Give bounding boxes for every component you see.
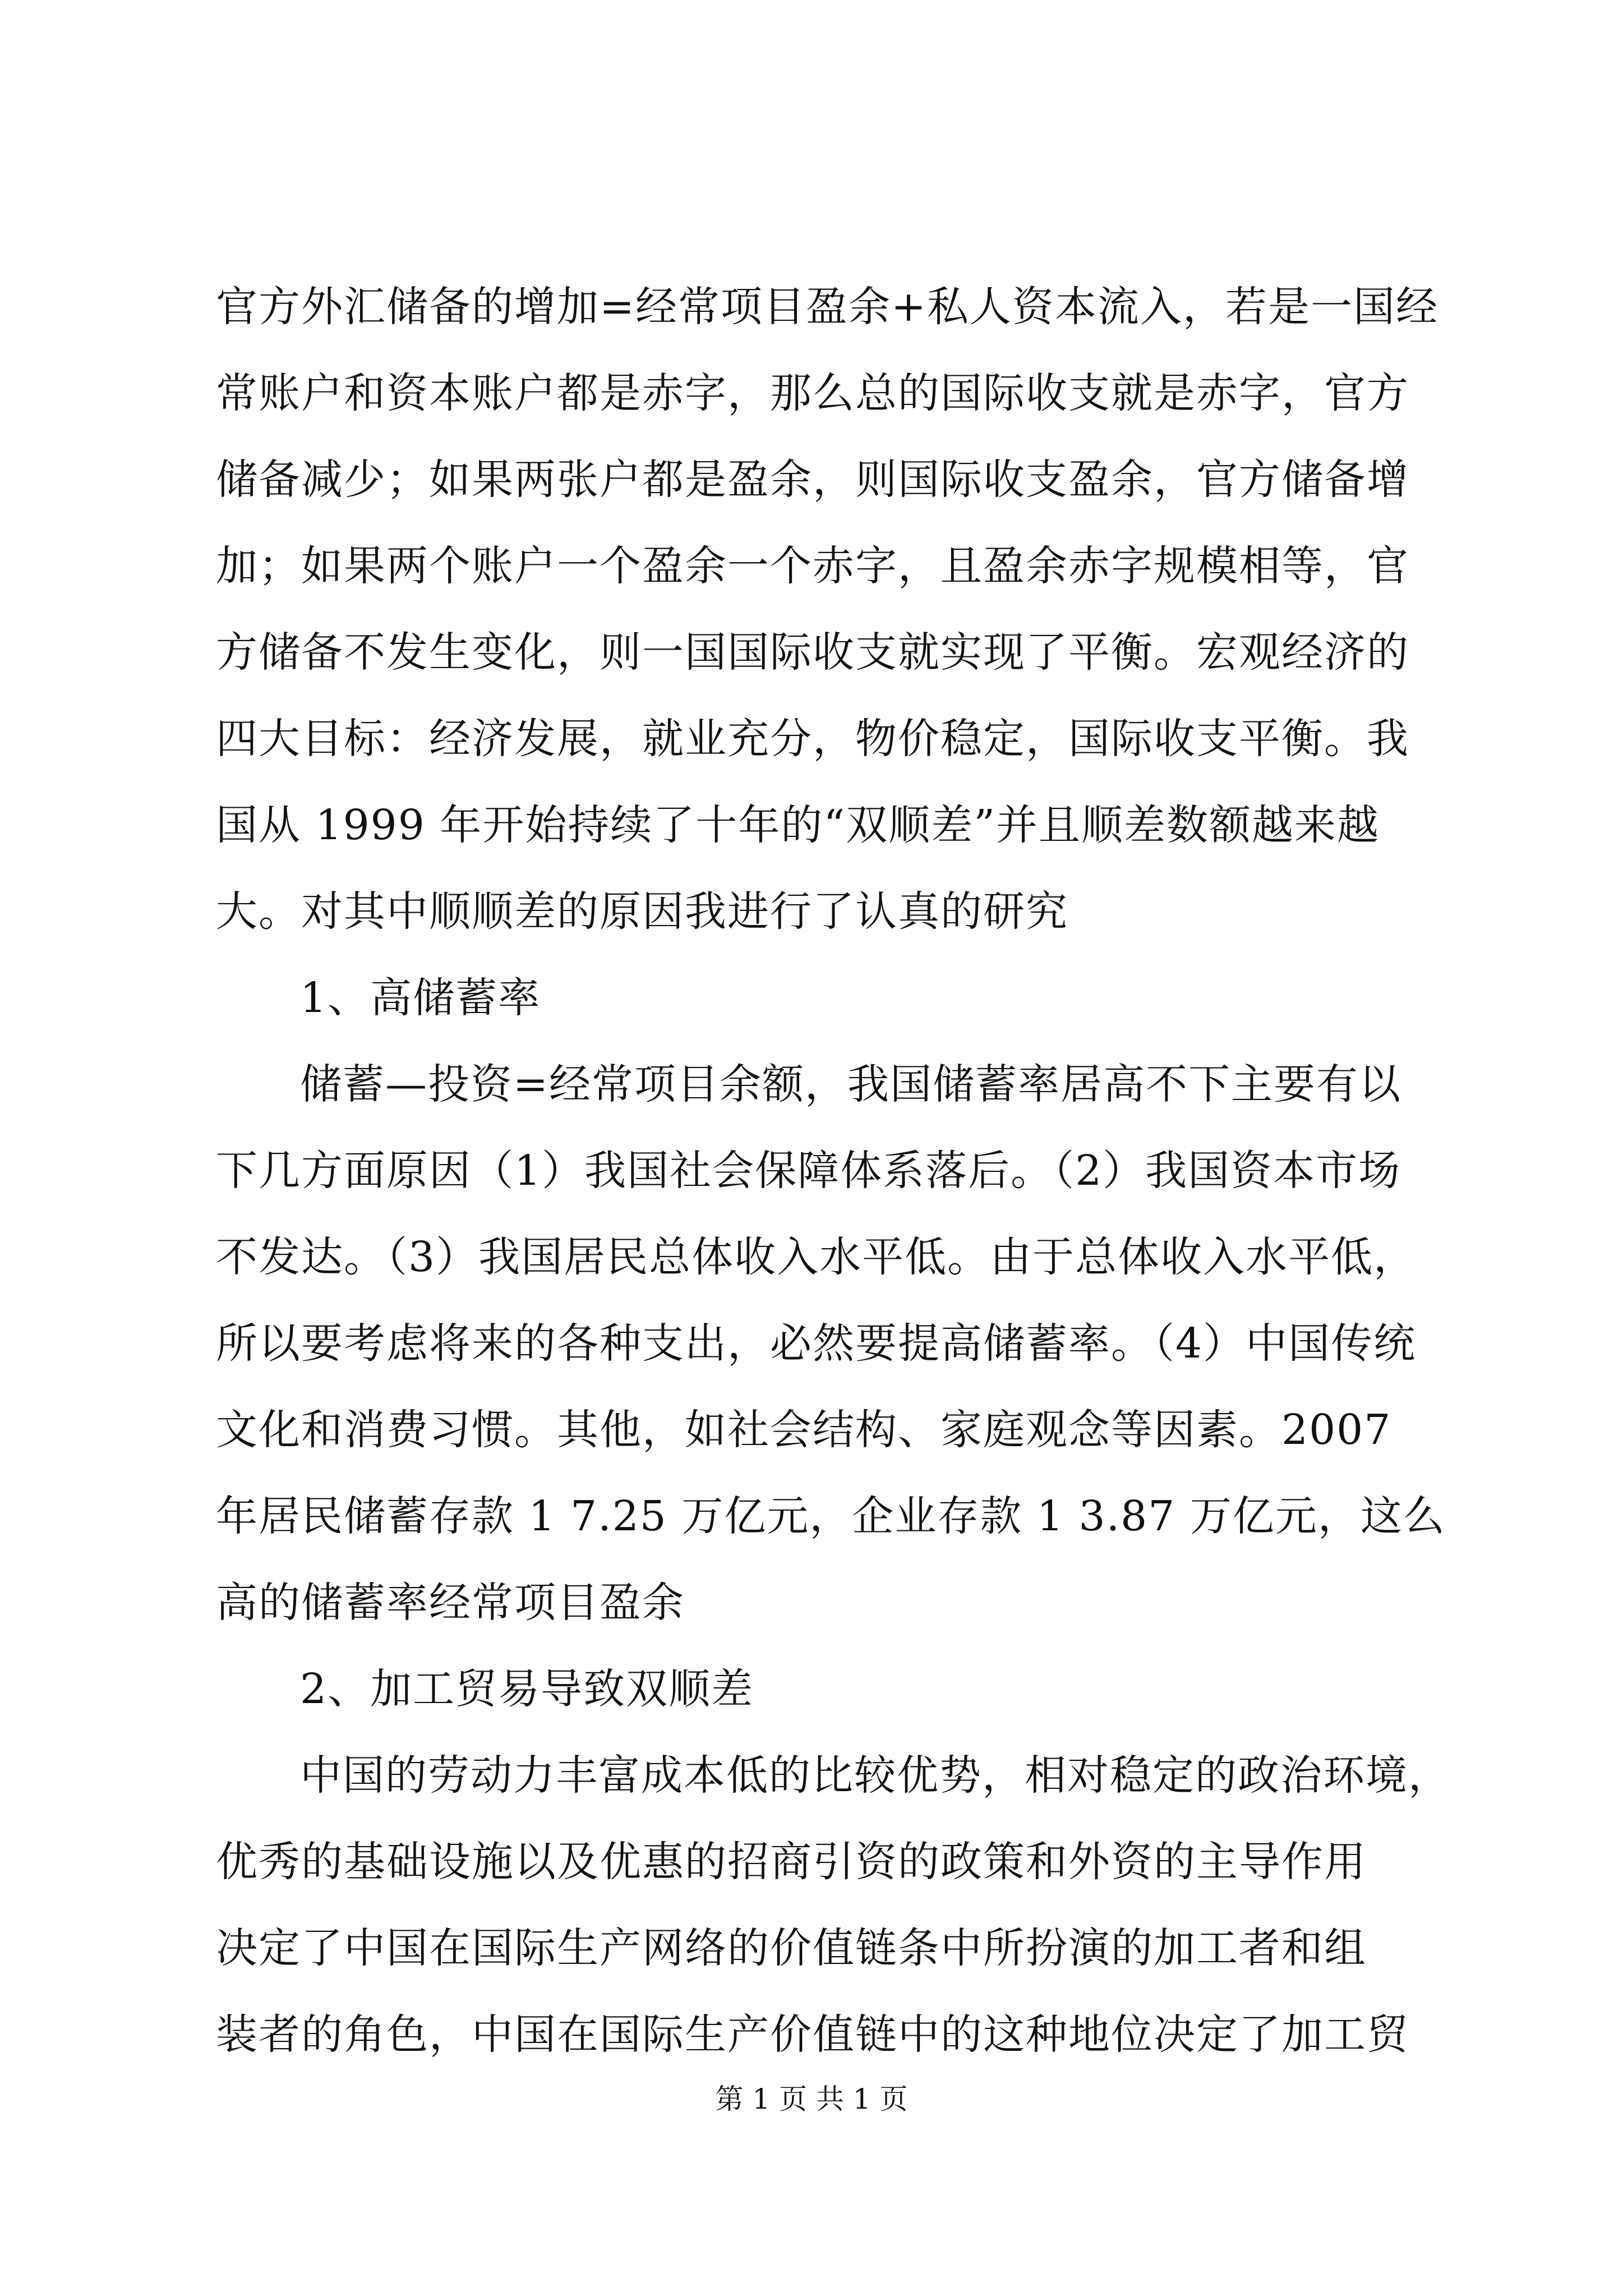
text-line: 常账户和资本账户都是赤字，那么总的国际收支就是赤字，官方: [216, 369, 1409, 417]
text-line: 方储备不发生变化，则一国国际收支就实现了平衡。宏观经济的: [216, 628, 1409, 677]
text-line: 四大目标：经济发展，就业充分，物价稳定，国际收支平衡。我: [216, 715, 1409, 763]
text-line: 储备减少；如果两张户都是盈余，则国际收支盈余，官方储备增: [216, 455, 1409, 504]
text-line: 所以要考虑将来的各种支出，必然要提高储蓄率。（4）中国传统: [216, 1319, 1417, 1368]
text-line: 加；如果两个账户一个盈余一个赤字，且盈余赤字规模相等，官: [216, 542, 1409, 590]
page-footer: 第 1 页 共 1 页: [715, 2083, 908, 2115]
text-line: 官方外汇储备的增加=经常项目盈余+私人资本流入，若是一国经: [216, 283, 1439, 331]
section-heading-1: 1、高储蓄率: [300, 974, 541, 1022]
text-line: 决定了中国在国际生产网络的价值链条中所扮演的加工者和组: [216, 1924, 1367, 1972]
text-line: 不发达。（3）我国居民总体收入水平低。由于总体收入水平低，: [216, 1233, 1417, 1281]
text-line: 中国的劳动力丰富成本低的比较优势，相对稳定的政治环境，: [300, 1751, 1451, 1800]
text-line: 优秀的基础设施以及优惠的招商引资的政策和外资的主导作用: [216, 1838, 1367, 1886]
text-line: 国从 1999 年开始持续了十年的“双顺差”并且顺差数额越来越: [216, 801, 1380, 849]
text-line: 下几方面原因（1）我国社会保障体系落后。（2）我国资本市场: [216, 1147, 1401, 1195]
text-line: 文化和消费习惯。其他，如社会结构、家庭观念等因素。2007: [216, 1406, 1392, 1454]
section-heading-2: 2、加工贸易导致双顺差: [300, 1665, 754, 1713]
text-line: 储蓄—投资=经常项目余额，我国储蓄率居高不下主要有以: [300, 1060, 1402, 1108]
document-body: [216, 264, 1451, 2078]
text-line: 大。对其中顺顺差的原因我进行了认真的研究: [216, 887, 1068, 936]
text-line: 年居民储蓄存款 1 7.25 万亿元，企业存款 1 3.87 万亿元，这么: [216, 1492, 1446, 1540]
text-line: 高的储蓄率经常项目盈余: [216, 1579, 685, 1627]
text-line: 装者的角色，中国在国际生产价值链中的这种地位决定了加工贸: [216, 2010, 1409, 2059]
